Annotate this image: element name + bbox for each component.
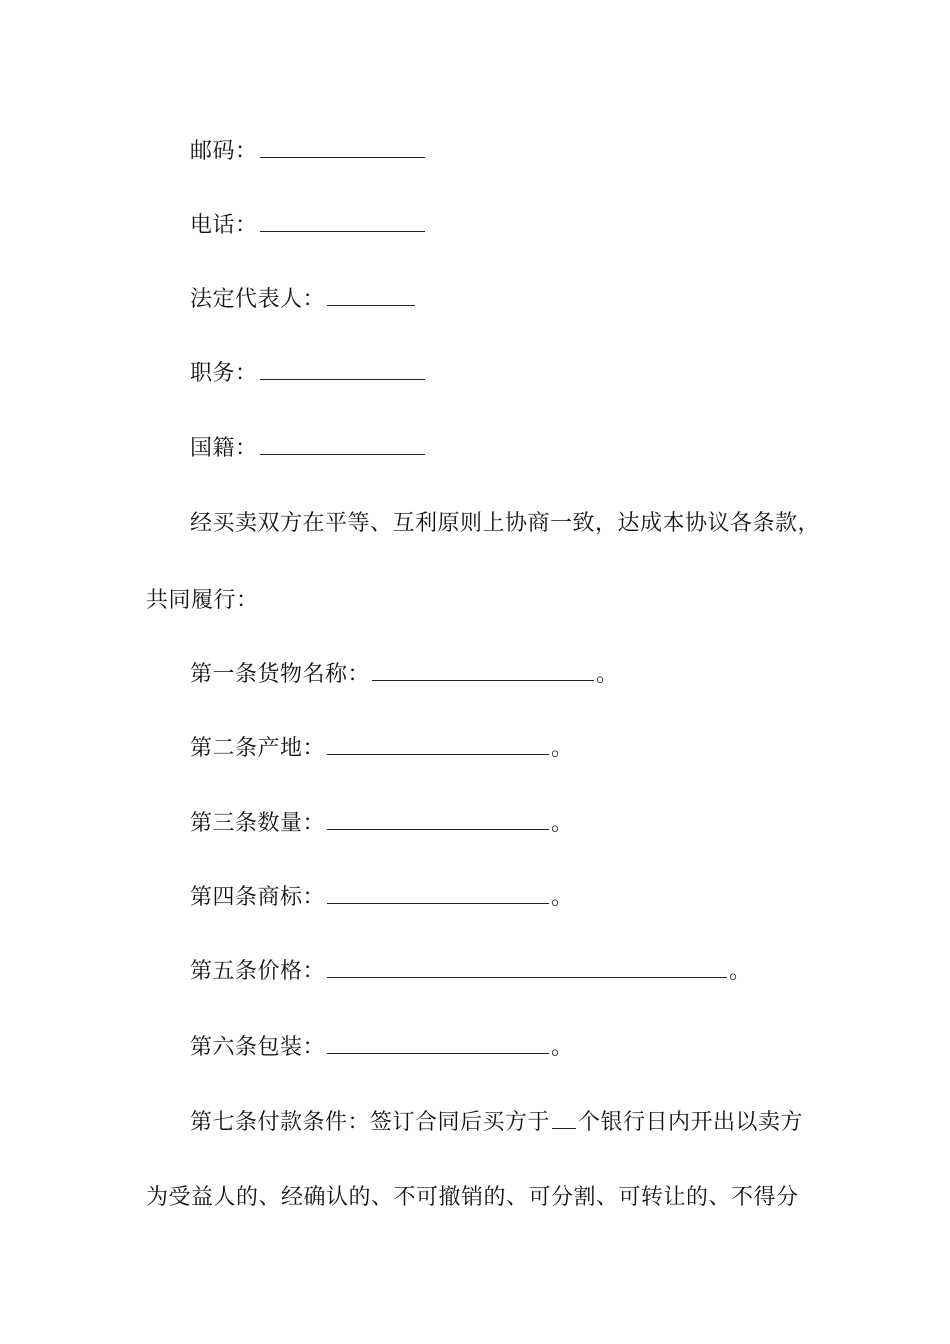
article-1-blank[interactable] <box>372 662 594 681</box>
nationality-row <box>190 434 427 464</box>
article-2-label: 第二条产地： <box>190 736 326 761</box>
article-3-label: 第三条数量： <box>190 811 326 836</box>
article-1-period: 。 <box>596 662 619 687</box>
article-6-period: 。 <box>551 1035 574 1060</box>
article-7-line-1 <box>190 1108 803 1138</box>
article-5-period: 。 <box>729 959 752 984</box>
preamble-line-2: 共同履行： <box>146 588 259 613</box>
article-7-days-blank[interactable] <box>552 1110 576 1129</box>
article-6-label: 第六条包装： <box>190 1035 326 1060</box>
article-4-label: 第四条商标： <box>190 885 326 910</box>
article-2-blank[interactable] <box>327 736 549 755</box>
legal-rep-label: 法定代表人： <box>190 287 326 312</box>
postcode-row <box>190 137 427 167</box>
article-5-label: 第五条价格： <box>190 959 326 984</box>
article-3-period: 。 <box>551 811 574 836</box>
article-5-blank[interactable] <box>327 959 727 978</box>
article-3-row <box>190 809 574 839</box>
phone-row <box>190 211 427 241</box>
legal-rep-blank[interactable] <box>327 287 415 306</box>
position-row <box>190 359 427 389</box>
phone-label: 电话： <box>190 213 258 238</box>
postcode-label: 邮码： <box>190 139 258 164</box>
article-4-blank[interactable] <box>327 885 549 904</box>
article-5-row <box>190 957 752 987</box>
phone-blank[interactable] <box>260 213 425 232</box>
postcode-blank[interactable] <box>260 139 425 158</box>
article-4-row <box>190 883 574 913</box>
position-label: 职务： <box>190 361 258 386</box>
article-7-part-1: 第七条付款条件：签订合同后买方于 <box>190 1110 551 1135</box>
article-1-label: 第一条货物名称： <box>190 662 371 687</box>
article-6-blank[interactable] <box>327 1035 549 1054</box>
article-2-period: 。 <box>551 736 574 761</box>
article-3-blank[interactable] <box>327 811 549 830</box>
article-1-row <box>190 660 619 690</box>
article-6-row <box>190 1033 574 1063</box>
legal-rep-row <box>190 285 417 315</box>
nationality-blank[interactable] <box>260 436 425 455</box>
article-4-period: 。 <box>551 885 574 910</box>
position-blank[interactable] <box>260 361 425 380</box>
article-7-part-2: 个银行日内开出以卖方 <box>578 1110 804 1135</box>
preamble-line-1: 经买卖双方在平等、互利原则上协商一致，达成本协议各条款， <box>190 511 821 536</box>
article-7-line-2: 为受益人的、经确认的、不可撤销的、可分割、可转让的、不得分 <box>146 1185 799 1210</box>
article-2-row <box>190 734 574 764</box>
nationality-label: 国籍： <box>190 436 258 461</box>
